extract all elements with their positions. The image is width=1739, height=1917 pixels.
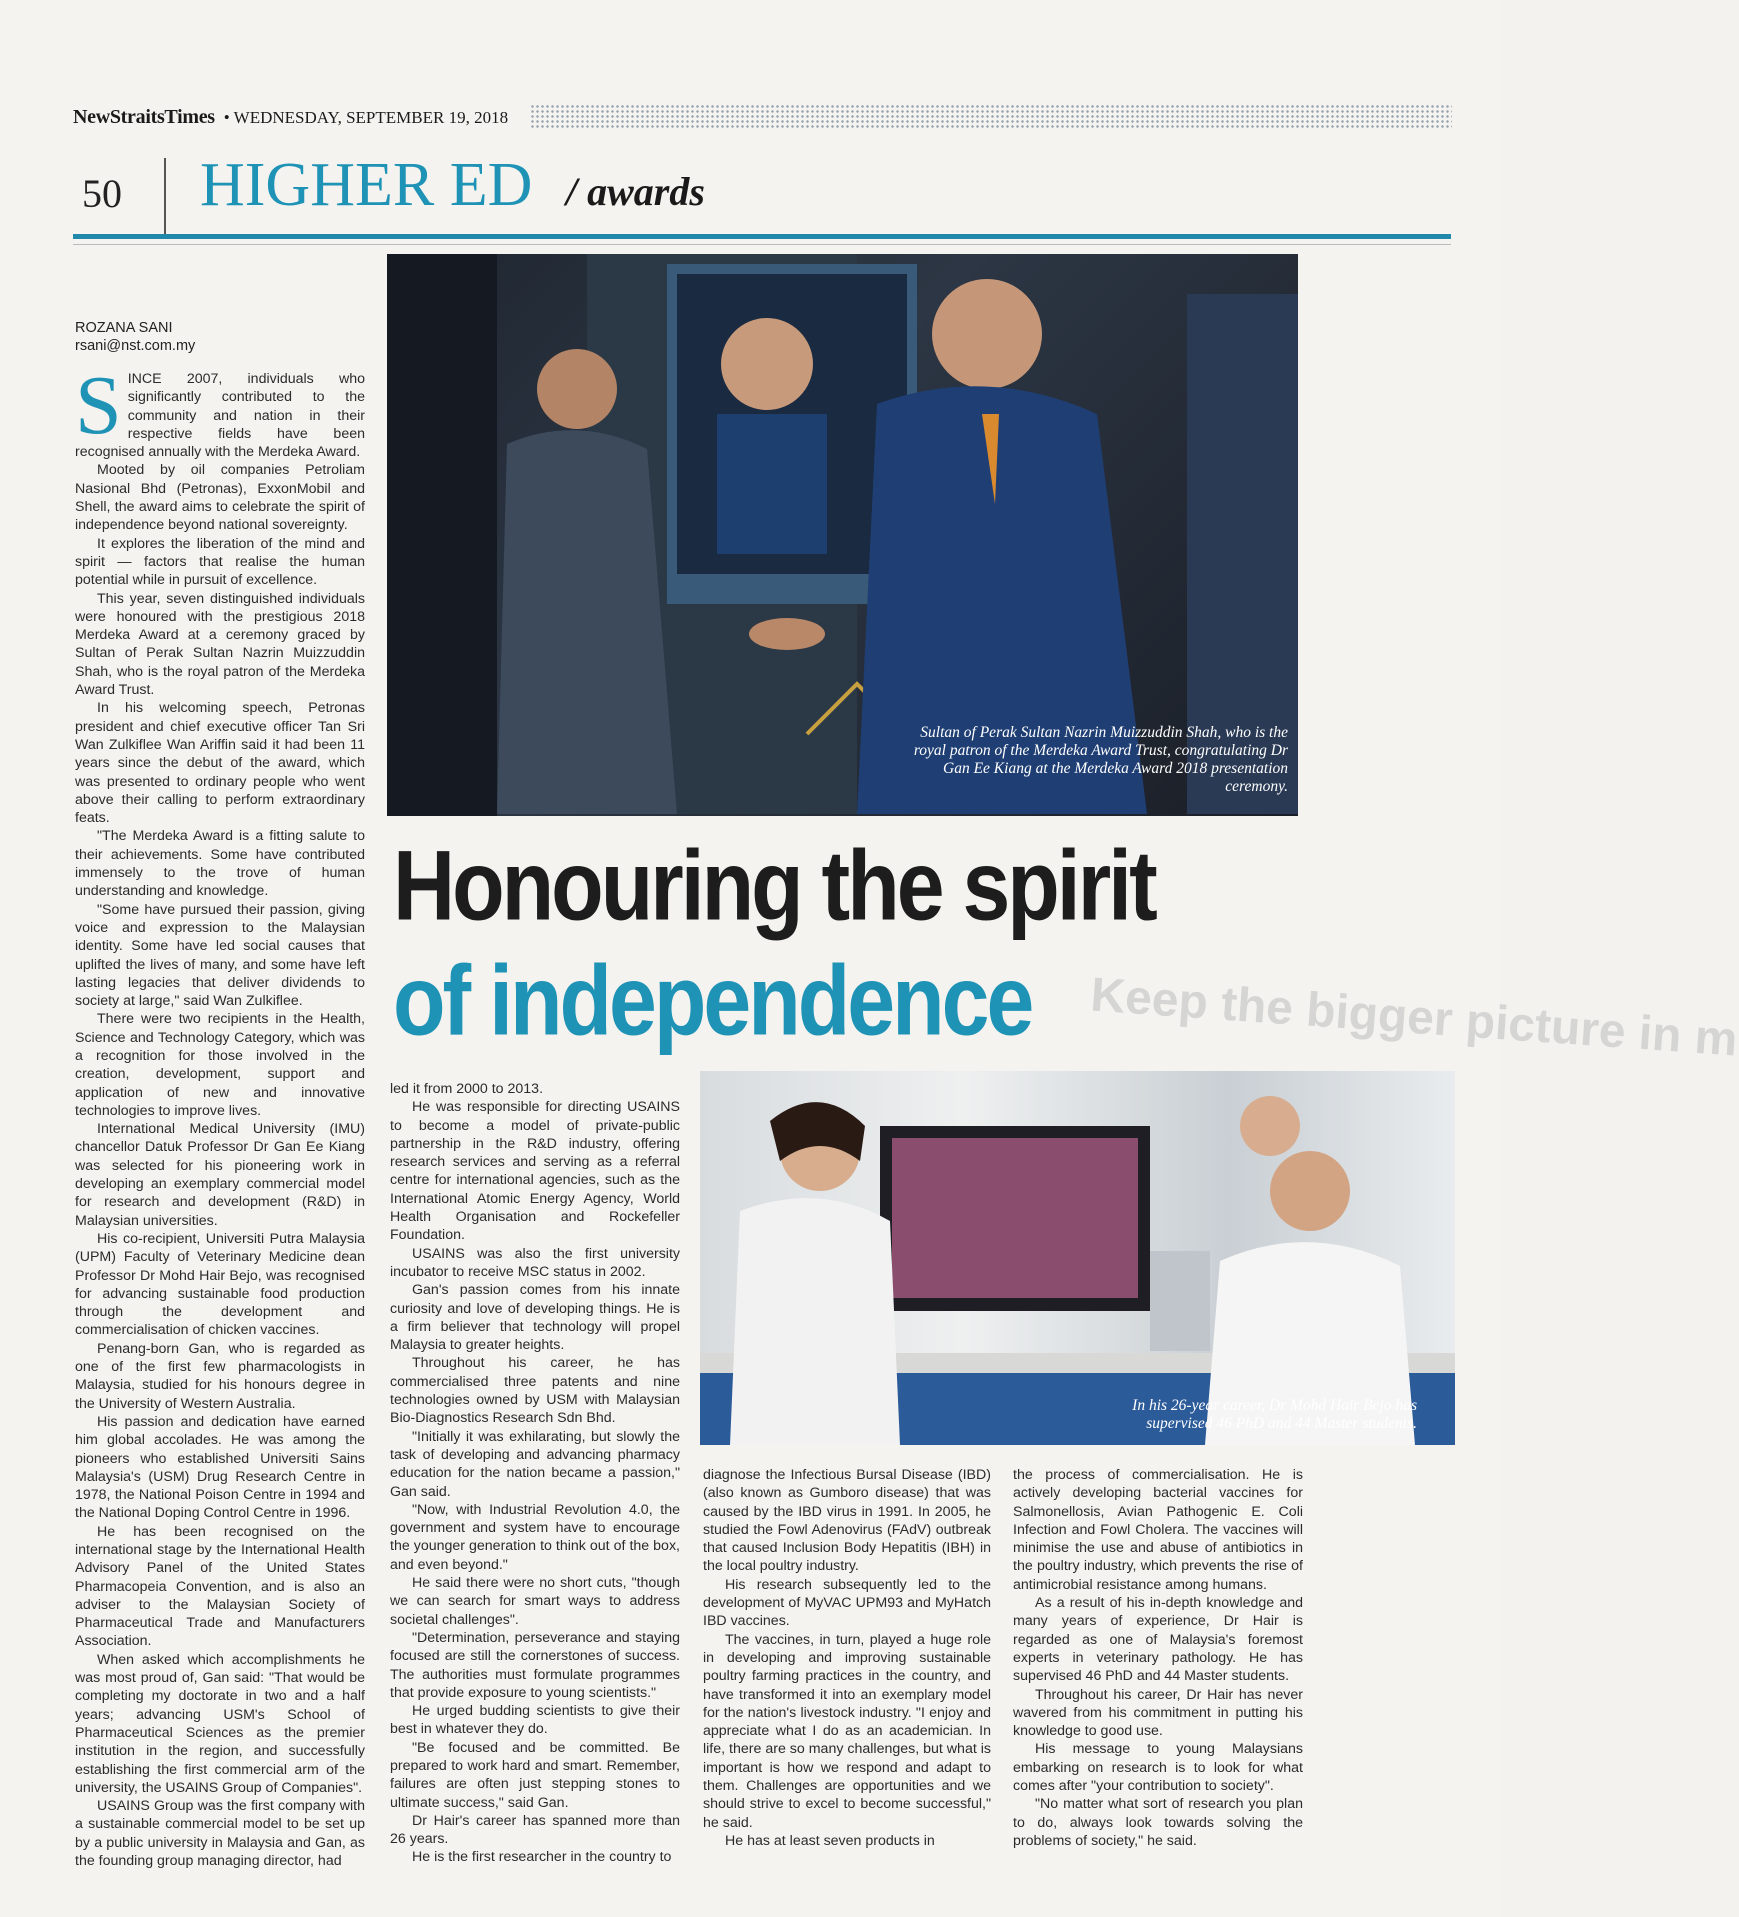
masthead	[73, 106, 508, 129]
article-paragraph: His research subsequently led to the development of MyVAC UPM93 and MyHatch IBD vaccines.	[703, 1576, 991, 1630]
article-paragraph: SINCE 2007, individuals who significantly contributed to the community and nation in their respective fields have been recognised annually with the Merdeka Award.	[75, 359, 365, 461]
section-subtitle: / awards	[566, 169, 705, 214]
article-paragraph: The vaccines, in turn, played a huge role in developing and improving sustainable poultry farming practices in the country, and have transformed it into an exemplary model for the nation's livestock industry. "I enjoy and appreciate what I do as an academician. In life, there are so many challenges, but what is important is how we respond and adapt to them. Challenges are opportunities and we should strive to excel to become successful," he said.	[703, 1631, 991, 1831]
article-paragraph: He is the first researcher in the country to	[412, 1849, 672, 1866]
publication-date: • WEDNESDAY, SEPTEMBER 19, 2018	[223, 108, 509, 127]
article-paragraph: He has been recognised on the international stage by the International Health Advisory Panel of the United States Pharmacopeia Convention, and is also an adviser to the Malaysian Society of Pharmaceutical Trade and Manufacturers Association.	[75, 1523, 365, 1650]
article-paragraph: Throughout his career, Dr Hair has never wavered from his commitment in putting his knowledge to good use.	[1013, 1686, 1303, 1740]
article-paragraph: the process of commercialisation. He is actively developing bacterial vaccines for Salmonellosis, Avian Pathogenic E. Coli Infection and Fowl Cholera. The vaccines will minimise the use and abuse of antibiotics in the poultry industry, which prevents the rise of antimicrobial resistance among humans.	[1013, 1467, 1303, 1593]
header-divider	[164, 158, 166, 238]
masthead-dot-pattern	[530, 104, 1452, 130]
article-paragraph: Gan's passion comes from his innate curiosity and love of developing things. He is a firm believer that technology will propel Malaysia to greater heights.	[390, 1282, 680, 1354]
article-paragraph: There were two recipients in the Health, Science and Technology Category, which was a recognition for those involved in the creation, development, support and application of new and innovative technologies to improve lives.	[75, 1011, 365, 1119]
author-email: rsani@nst.com.my	[75, 338, 196, 354]
headline-line-2: of independence	[393, 946, 1032, 1057]
article-paragraph: He urged budding scientists to give their best in whatever they do.	[390, 1703, 680, 1738]
article-paragraph: USAINS Group was the first company with a sustainable commercial model to be set up by a public university in Malaysia and Gan, as the founding group managing director, had	[75, 1798, 365, 1870]
article-paragraph: When asked which accomplishments he was most proud of, Gan said: "That would be completing my doctorate in two and a half years; advancing USM's School of Pharmaceutical Sciences as the premier institution in the region, and successfully establishing the first commercial arm of the university, the USAINS Group of Companies".	[75, 1651, 365, 1796]
lab-photo	[700, 1071, 1455, 1445]
byline	[75, 319, 195, 355]
publication-name: NewStraitsTimes	[73, 106, 215, 128]
article-column-4	[1013, 1466, 1303, 1850]
article-paragraph: USAINS was also the first university incubator to receive MSC status in 2002.	[390, 1245, 680, 1280]
article-paragraph: Dr Hair's career has spanned more than 26 years.	[390, 1812, 680, 1848]
drop-cap: S	[75, 359, 122, 452]
article-paragraph: His message to young Malaysians embarking on research is to look for what comes after "your contribution to society".	[1013, 1741, 1303, 1795]
article-paragraph: Throughout his career, he has commercialised three patents and nine technologies owned by USM with Malaysian Bio-Diagnostics Research Sdn Bhd.	[390, 1355, 680, 1427]
section-rule	[73, 234, 1451, 239]
article-paragraph: "Initially it was exhilarating, but slowly the task of developing and advancing pharmacy education for the nation became a passion," Gan said.	[390, 1428, 680, 1500]
article-column-2	[390, 1080, 680, 1867]
article-paragraph: He was responsible for directing USAINS to become a model of private-public partnership in the R&D industry, offering research services and serving as a referral centre for international agencies, such as the International Atomic Energy Agency, World Health Organisation and Rockefeller Foundation.	[390, 1099, 680, 1244]
article-paragraph: "Be focused and be committed. Be prepared to work hard and smart. Remember, failures are often just stepping stones to ultimate success," said Gan.	[390, 1739, 680, 1811]
article-paragraph: In his welcoming speech, Petronas president and chief executive officer Tan Sri Wan Zulkiflee Wan Ariffin said it had been 11 years since the debut of the award, which was presented to ordinary people who went above their calling to perform extraordinary feats.	[75, 700, 365, 827]
lab-photo-illustration	[700, 1071, 1455, 1445]
article-paragraph: It explores the liberation of the mind and spirit — factors that realise the human potential while in pursuit of excellence.	[75, 535, 365, 589]
article-paragraph: diagnose the Infectious Bursal Disease (IBD) (also known as Gumboro disease) that was caused by the IBD virus in 1991. In 2005, he studied the Fowl Adenovirus (FAdV) outbreak that caused Inclusion Body Hepatitis (IBH) in the local poultry industry.	[703, 1467, 991, 1575]
article-column-1	[75, 359, 365, 1870]
article-paragraph: "The Merdeka Award is a fitting salute to their achievements. Some have contributed immensely to the trove of human understanding and knowledge.	[75, 828, 365, 900]
section-title: HIGHER ED	[200, 151, 533, 219]
article-paragraph: He said there were no short cuts, "though we can search for smart ways to address societal challenges".	[390, 1575, 680, 1628]
article-paragraph: As a result of his in-depth knowledge and many years of experience, Dr Hair is regarded as one of Malaysia's foremost experts in veterinary pathology. He has supervised 46 PhD and 44 Master students.	[1013, 1595, 1303, 1685]
article-column-3	[703, 1466, 991, 1850]
bleed-through-text: Keep the bigger picture in m	[1088, 968, 1739, 1067]
article-paragraph: "Some have pursued their passion, giving voice and expression to the Malaysian identity. Some have led social causes that uplifted the lives of many, and some have left lasting legacies that deliver dividends to society at large," said Wan Zulkiflee.	[75, 901, 365, 1010]
article-paragraph: He has at least seven products in	[725, 1832, 935, 1849]
article-paragraph: His passion and dedication have earned him global accolades. He was among the pioneers who established Universiti Sains Malaysia's (USM) Drug Research Centre in 1978, the National Poison Centre in 1994 and the National Doping Control Centre in 1996.	[75, 1413, 365, 1522]
article-paragraph: "Determination, perseverance and staying focused are still the cornerstones of success. The authorities must formulate programmes that provide exposure to young scientists."	[390, 1629, 680, 1701]
article-paragraph: "No matter what sort of research you plan to do, always look towards solving the problems of society," he said.	[1013, 1796, 1303, 1849]
ceremony-photo	[387, 254, 1298, 816]
article-paragraph: International Medical University (IMU) chancellor Datuk Professor Dr Gan Ee Kiang was selected for his pioneering work in developing an exemplary commercial model for research and development (R&D) in Malaysian universities.	[75, 1121, 365, 1229]
ceremony-photo-caption: Sultan of Perak Sultan Nazrin Muizzuddin Shah, who is the royal patron of the Merdeka Award Trust, congratulating Dr Gan Ee Kiang at the Merdeka Award 2018 presentation ceremony.	[913, 724, 1288, 795]
article-paragraph: Mooted by oil companies Petroliam Nasional Bhd (Petronas), ExxonMobil and Shell, the award aims to celebrate the spirit of independence beyond national sovereignty.	[75, 462, 365, 534]
article-paragraph: "Now, with Industrial Revolution 4.0, the government and system have to encourage the younger generation to think out of the box, and even beyond."	[390, 1501, 680, 1573]
headline-line-1: Honouring the spirit	[393, 831, 1155, 942]
page-number: 50	[82, 171, 122, 216]
article-paragraph: This year, seven distinguished individuals were honoured with the prestigious 2018 Merdeka Award at a ceremony graced by Sultan of Perak Sultan Nazrin Muizzuddin Shah, who is the royal patron of the Merdeka Award Trust.	[75, 590, 365, 699]
article-paragraph: His co-recipient, Universiti Putra Malaysia (UPM) Faculty of Veterinary Medicine dean Professor Dr Mohd Hair Bejo, was recognised for advancing sustainable food production through the development and commercialisation of chicken vaccines.	[75, 1230, 365, 1339]
lab-photo-caption: In his 26-year career, Dr Mohd Hair Bejo has supervised 46 PhD and 44 Master students.	[1132, 1397, 1417, 1432]
article-paragraph: Penang-born Gan, who is regarded as one of the first few pharmacologists in Malaysia, studied for his honours degree in the University of Western Australia.	[75, 1340, 365, 1412]
article-paragraph: led it from 2000 to 2013.	[390, 1081, 544, 1097]
author-name: ROZANA SANI	[75, 320, 173, 336]
section-thin-rule	[73, 244, 1451, 245]
